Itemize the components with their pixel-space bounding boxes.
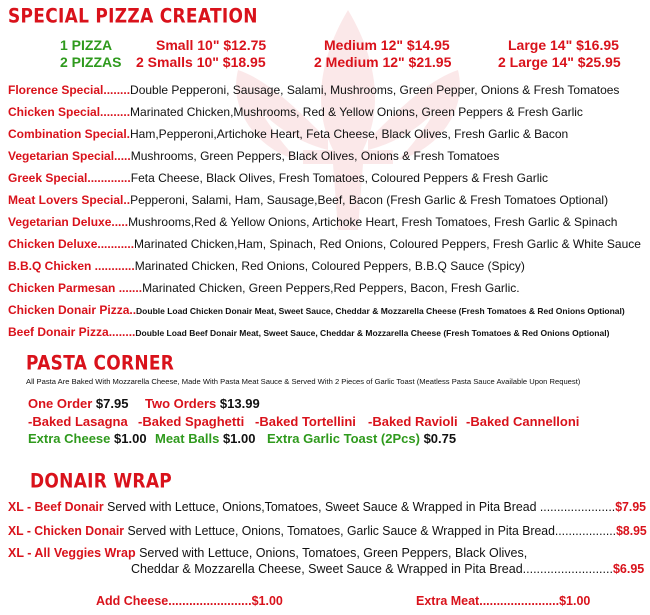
- pasta-extra: Extra Garlic Toast (2Pcs) $0.75: [267, 431, 457, 446]
- pizza-item: Combination Special.Ham,Pepperoni,Artichoke Heart, Feta Cheese, Black Olives, Fresh Garlic & Bacon: [8, 127, 569, 141]
- one-pizza-label: 1 PIZZA: [60, 37, 113, 53]
- pasta-dish: -Baked Tortellini: [255, 414, 356, 429]
- pasta-section-title: PASTA CORNER: [26, 352, 175, 375]
- pizza-item: Chicken Parmesan .......Marinated Chicken, Green Peppers,Red Peppers, Bacon, Fresh Garlic.: [8, 281, 520, 295]
- donair-item: XL - Chicken Donair Served with Lettuce, Onions, Tomatoes, Garlic Sauce & Wrapped in Pita Bread..................$8.95: [8, 524, 647, 538]
- pasta-two-orders: Two Orders $13.99: [145, 396, 260, 411]
- pizza-item: Beef Donair Pizza........Double Load Beef Donair Meat, Sweet Sauce, Cheddar & Mozzarella Cheese (Fresh Tomatoes & Red Onions Optional): [8, 325, 610, 339]
- pasta-one-order: One Order $7.95: [28, 396, 129, 411]
- pizza-item: B.B.Q Chicken ............Marinated Chicken, Red Onions, Coloured Peppers, B.B.Q Sauce (Spicy): [8, 259, 525, 273]
- pizza-item: Vegetarian Deluxe.....Mushrooms,Red & Yellow Onions, Artichoke Heart, Fresh Tomatoes, Fresh Garlic & Spinach: [8, 215, 618, 229]
- one-small-price: Small 10" $12.75: [156, 37, 267, 53]
- pizza-section-title: SPECIAL PIZZA CREATION: [8, 5, 258, 28]
- donair-section-title: DONAIR WRAP: [30, 470, 173, 493]
- pizza-item: Chicken Donair Pizza..Double Load Chicken Donair Meat, Sweet Sauce, Cheddar & Mozzarella Cheese (Fresh Tomatoes & Red Onions Optional): [8, 303, 625, 317]
- pasta-dish: -Baked Cannelloni: [466, 414, 580, 429]
- two-large-price: 2 Large 14" $25.95: [498, 54, 621, 70]
- addon-cheese: Add Cheese........................$1.00: [96, 594, 283, 608]
- pasta-dish: -Baked Spaghetti: [138, 414, 245, 429]
- donair-item: XL - Beef Donair Served with Lettuce, Onions,Tomatoes, Sweet Sauce & Wrapped in Pita Bread ......................$7.95: [8, 500, 647, 514]
- pizza-item: Greek Special.............Feta Cheese, Black Olives, Fresh Tomatoes, Coloured Peppers & Fresh Garlic: [8, 171, 549, 185]
- pasta-extra: Meat Balls $1.00: [155, 431, 256, 446]
- pasta-extra: Extra Cheese $1.00: [28, 431, 147, 446]
- pizza-item: Chicken Deluxe...........Marinated Chicken,Ham, Spinach, Red Onions, Coloured Peppers, Fresh Garlic & White Sauce: [8, 237, 641, 251]
- pizza-item: Chicken Special.........Marinated Chicken,Mushrooms, Red & Yellow Onions, Green Peppers & Fresh Garlic: [8, 105, 583, 119]
- pasta-note: All Pasta Are Baked With Mozzarella Cheese, Made With Pasta Meat Sauce & Served With 2 Pieces of Garlic Toast (Meatless Pasta Sauce Available Upon Request): [26, 377, 581, 386]
- one-large-price: Large 14" $16.95: [508, 37, 619, 53]
- pasta-dish: -Baked Lasagna: [28, 414, 128, 429]
- pizza-item: Florence Special........Double Pepperoni, Sausage, Salami, Mushrooms, Green Pepper, Onions & Fresh Tomatoes: [8, 83, 620, 97]
- two-medium-price: 2 Medium 12" $21.95: [314, 54, 452, 70]
- two-small-price: 2 Smalls 10" $18.95: [136, 54, 266, 70]
- pizza-item: Vegetarian Special.....Mushrooms, Green Peppers, Black Olives, Onions & Fresh Tomatoes: [8, 149, 500, 163]
- addon-meat: Extra Meat.......................$1.00: [416, 594, 591, 608]
- two-pizzas-label: 2 PIZZAS: [60, 54, 122, 70]
- pizza-item: Meat Lovers Special..Pepperoni, Salami, Ham, Sausage,Beef, Bacon (Fresh Garlic & Fresh Tomatoes Optional): [8, 193, 609, 207]
- pasta-dish: -Baked Ravioli: [368, 414, 458, 429]
- one-medium-price: Medium 12" $14.95: [324, 37, 450, 53]
- donair-item-continued: Cheddar & Mozzarella Cheese, Sweet Sauce & Wrapped in Pita Bread..........................$6.95: [131, 562, 645, 576]
- donair-item: XL - All Veggies Wrap Served with Lettuce, Onions, Tomatoes, Green Peppers, Black Olives,: [8, 546, 528, 560]
